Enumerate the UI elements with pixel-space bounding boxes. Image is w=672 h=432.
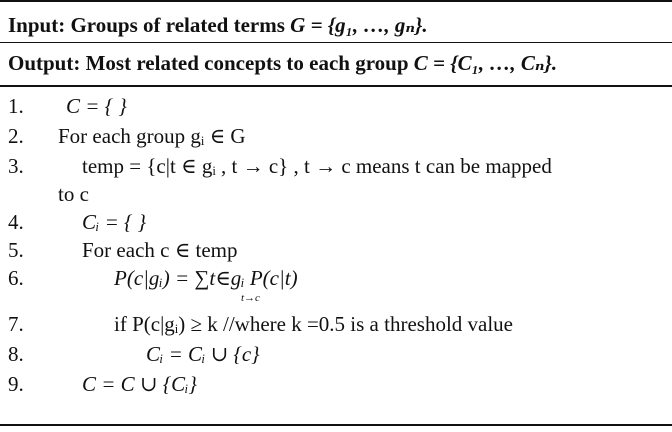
step-code: Cᵢ = { } (82, 210, 147, 234)
output-line (8, 50, 557, 76)
input-formula: G = {g₁, …, gₙ}. (290, 13, 428, 37)
step-3-continued (8, 182, 89, 207)
header-divider (0, 42, 672, 43)
output-label: Output: (8, 51, 81, 75)
top-rule (0, 0, 672, 2)
step-number: 1. (8, 94, 24, 118)
step-code: temp = {c|t ∈ gᵢ , t → c} , t → c means t can be mapped (82, 154, 552, 178)
step-7 (8, 312, 513, 337)
step-code: C = { } (66, 94, 127, 118)
step-number: 4. (8, 210, 24, 234)
step-6 (8, 266, 298, 291)
step-number: 2. (8, 124, 24, 148)
input-label: Input: (8, 13, 66, 37)
steps-top-rule (0, 85, 672, 87)
input-line (8, 12, 428, 38)
step-number: 8. (8, 342, 24, 366)
step-code: to c (58, 182, 89, 206)
step-code: For each c ∈ temp (82, 238, 238, 262)
input-text: Groups of related terms (70, 13, 285, 37)
step-5 (8, 238, 238, 263)
output-formula: C = {C₁, …, Cₙ}. (413, 51, 558, 75)
step-number: 5. (8, 238, 24, 262)
step-4 (8, 210, 146, 235)
step-8 (8, 342, 260, 367)
step-number: 6. (8, 266, 24, 290)
output-text: Most related concepts to each group (85, 51, 409, 75)
step-number: 3. (8, 154, 24, 178)
step-3 (8, 154, 552, 179)
step-code: if P(c|gᵢ) ≥ k //where k =0.5 is a threshold value (114, 312, 513, 336)
step-code: Cᵢ = Cᵢ ∪ {c} (146, 342, 260, 366)
step-code: C = C ∪ {Cᵢ} (82, 372, 197, 396)
sum-underscript: t→c (241, 292, 260, 304)
step-code: For each group gᵢ ∈ G (58, 124, 246, 148)
step-number: 7. (8, 312, 24, 336)
step-1 (8, 94, 127, 119)
step-number: 9. (8, 372, 24, 396)
step-2 (8, 124, 246, 149)
step-code: P(c|gᵢ) = ∑t∈gᵢ P(c|t) (114, 266, 298, 290)
bottom-rule (0, 424, 672, 426)
step-9 (8, 372, 197, 397)
